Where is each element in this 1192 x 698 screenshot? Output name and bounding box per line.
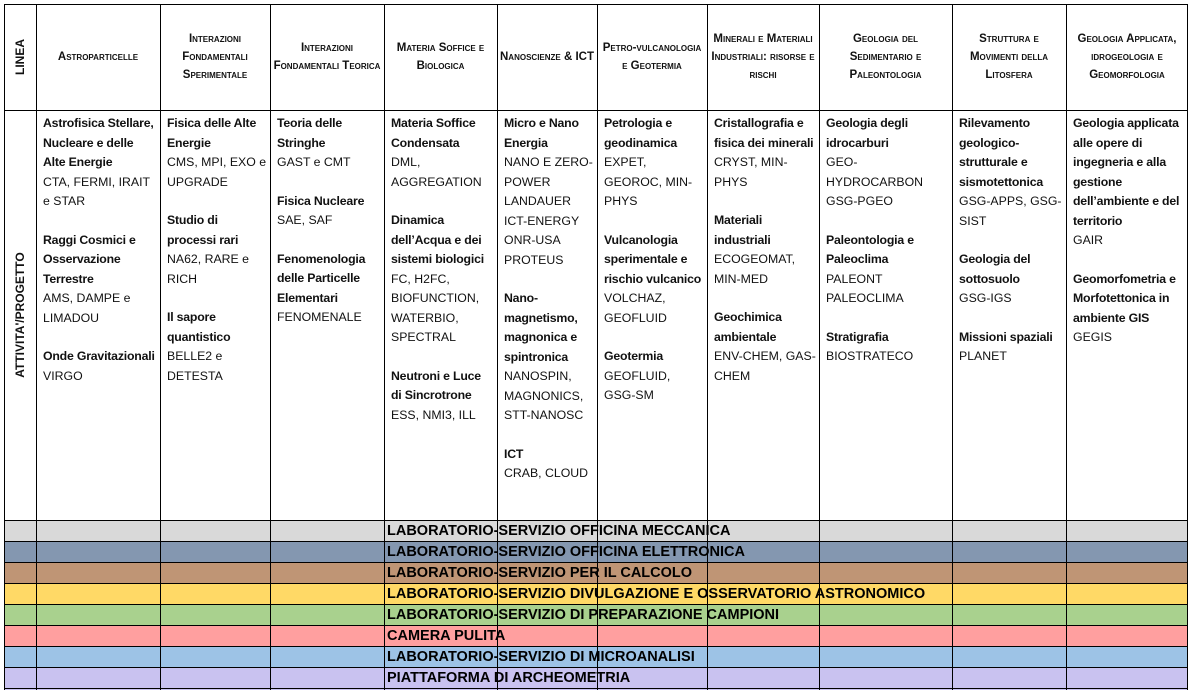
group-title: Paleontologia e Paleoclima <box>826 232 914 266</box>
group-title: Cristallografia e fisica dei minerali <box>714 116 814 150</box>
column-cell-interazioni-fondamentali-teorica <box>277 114 381 347</box>
column-cell-petro-vulcanologia-e-geotermia <box>604 114 704 425</box>
column-header-struttura-e-movimenti-della-litosfera: Struttura e Movimenti della Litosfera <box>969 33 1049 81</box>
project-list: GEOFLUID, GSG-SM <box>604 368 671 402</box>
research-group <box>391 211 494 348</box>
group-title: Teoria delle Stringhe <box>277 116 343 150</box>
column-header-minerali-e-materiali-industriali-risorse-e-rischi: Minerali e Materiali Industriali: risorse e rischi <box>711 33 815 81</box>
research-group <box>277 250 381 328</box>
column-header-interazioni-fondamentali-teorica: Interazioni Fondamentali Teorica <box>273 42 381 72</box>
group-title: Il sapore quantistico <box>167 310 231 344</box>
column-cell-materia-soffice-e-biologica <box>391 114 494 444</box>
research-group <box>826 114 949 212</box>
research-group <box>43 347 157 386</box>
research-group <box>277 114 381 173</box>
research-group <box>43 231 157 329</box>
column-cell-geologia-del-sedimentario-e-paleontologia <box>826 114 949 386</box>
project-list: ESS, NMI3, ILL <box>391 407 476 422</box>
research-group <box>167 308 267 386</box>
lab-label: LABORATORIO-SERVIZIO DIVULGAZIONE E OSSERVATORIO ASTRONOMICO <box>387 586 926 602</box>
lab-label: LABORATORIO-SERVIZIO PER IL CALCOLO <box>387 565 693 581</box>
research-group <box>167 211 267 289</box>
row-divider <box>4 604 1188 605</box>
group-title: Geochimica ambientale <box>714 310 782 344</box>
project-list: DML, AGGREGATION <box>391 155 482 189</box>
column-divider <box>952 4 953 690</box>
column-divider <box>497 4 498 690</box>
project-list: GSG-APPS, GSG-SIST <box>959 194 1062 228</box>
column-header-astroparticelle: Astroparticelle <box>57 51 139 63</box>
research-group <box>959 250 1063 309</box>
row-divider <box>4 583 1188 584</box>
group-title: Neutroni e Luce di Sincrotrone <box>391 368 481 402</box>
research-group <box>959 328 1063 367</box>
project-list: CRAB, CLOUD <box>504 466 589 480</box>
project-list: NA62, RARE e RICH <box>167 252 250 286</box>
row-divider <box>4 110 1188 111</box>
column-divider <box>36 4 37 690</box>
project-list: GAIR <box>1073 233 1104 247</box>
project-list: SAE, SAF <box>277 213 333 227</box>
research-group <box>391 367 494 426</box>
column-header-interazioni-fondamentali-sperimentale: Interazioni Fondamentali Sperimentale <box>182 33 248 81</box>
project-list: BIOSTRATECO <box>826 349 914 363</box>
lab-label: LABORATORIO-SERVIZIO OFFICINA MECCANICA <box>387 523 731 539</box>
group-title: Nano-magnetismo, magnonica e spintronica <box>504 291 578 364</box>
group-title: Missioni spaziali <box>959 329 1053 344</box>
row-divider <box>4 520 1188 521</box>
lab-label: LABORATORIO-SERVIZIO DI MICROANALISI <box>387 649 695 665</box>
group-title: Micro e Nano Energia <box>504 116 579 150</box>
group-title: Studio di processi rari <box>167 213 239 247</box>
group-title: Geomorfometria e Morfotettonica in ambiente GIS <box>1073 271 1176 325</box>
project-list: GAST e CMT <box>277 155 351 169</box>
project-list: VOLCHAZ, GEOFLUID <box>604 291 667 325</box>
column-divider <box>160 4 161 690</box>
research-group <box>604 231 704 329</box>
row-divider <box>4 541 1188 542</box>
group-title: Rilevamento geologico-strutturale e sismotettonica <box>959 116 1043 189</box>
research-group <box>604 347 704 406</box>
group-title: Vulcanologia sperimentale e rischio vulcanico <box>604 232 702 286</box>
group-title: Onde Gravitazionali <box>43 349 155 363</box>
column-divider <box>1066 4 1067 690</box>
column-header-materia-soffice-e-biologica: Materia Soffice e Biologica <box>396 42 485 72</box>
research-group <box>826 231 949 309</box>
research-group <box>504 114 594 270</box>
column-divider <box>270 4 271 690</box>
group-title: Materiali industriali <box>714 213 771 247</box>
project-list: PALEONT PALEOCLIMA <box>826 271 904 305</box>
project-list: VIRGO <box>43 368 83 383</box>
row-divider <box>4 4 1188 5</box>
research-group <box>714 114 816 192</box>
lab-row-laboratorio-servizio-officina-meccanica <box>4 520 1188 541</box>
project-list: AMS, DAMPE e LIMADOU <box>43 291 131 325</box>
group-title: Fisica Nucleare <box>277 193 365 208</box>
column-cell-geologia-applicata-idrogeologia-e-geomorfologia <box>1073 114 1185 367</box>
column-header-geologia-del-sedimentario-e-paleontologia: Geologia del Sedimentario e Paleontologia <box>849 33 922 81</box>
row-divider <box>4 625 1188 626</box>
research-group <box>43 114 157 212</box>
project-list: ECOGEOMAT, MIN-MED <box>714 252 796 286</box>
group-title: Materia Soffice Condensata <box>391 116 476 150</box>
group-title: Astrofisica Stellare, Nucleare e delle Alte Energie <box>43 116 154 169</box>
linea-header <box>4 4 36 110</box>
column-header-nanoscienze-ict: Nanoscienze & ICT <box>500 51 594 63</box>
column-cell-struttura-e-movimenti-della-litosfera <box>959 114 1063 386</box>
column-divider <box>1187 4 1188 690</box>
research-group <box>277 192 381 231</box>
research-group <box>167 114 267 192</box>
project-list: GEGIS <box>1073 330 1112 344</box>
row-divider <box>4 667 1188 668</box>
group-title: Petrologia e geodinamica <box>604 116 677 150</box>
research-group <box>504 445 594 484</box>
research-group <box>714 211 816 289</box>
column-divider <box>4 4 5 690</box>
group-title: Fisica delle Alte Energie <box>167 116 257 150</box>
research-group <box>504 289 594 426</box>
attivita-header <box>4 110 36 520</box>
column-divider <box>597 4 598 690</box>
project-list: FENOMENALE <box>277 310 362 324</box>
linea-label: LINEA <box>13 39 27 75</box>
column-header-petro-vulcanologia-e-geotermia: Petro-vulcanologia e Geotermia <box>602 42 702 72</box>
lab-row-laboratorio-servizio-di-preparazione-campioni <box>4 604 1188 625</box>
project-list: BELLE2 e DETESTA <box>167 349 223 383</box>
activities-table <box>4 4 1188 690</box>
project-list: NANO E ZERO-POWER LANDAUER ICT-ENERGY ONR-USA PROTEUS <box>504 155 593 267</box>
research-group <box>826 328 949 367</box>
lab-label: LABORATORIO-SERVIZIO DI PREPARAZIONE CAMPIONI <box>387 607 780 623</box>
project-list: GEO-HYDROCARBON GSG-PGEO <box>826 155 924 208</box>
project-list: EXPET, GEOROC, MIN-PHYS <box>604 155 693 208</box>
column-cell-minerali-e-materiali-industriali-risorse-e-rischi <box>714 114 816 405</box>
project-list: CTA, FERMI, IRAIT e STAR <box>43 174 150 208</box>
project-list: ENV-CHEM, GAS-CHEM <box>714 349 816 383</box>
group-title: Geologia degli idrocarburi <box>826 116 908 150</box>
lab-row-laboratorio-servizio-officina-elettronica <box>4 541 1188 562</box>
project-list: PLANET <box>959 349 1007 363</box>
project-list: FC, H2FC, BIOFUNCTION, WATERBIO, SPECTRAL <box>391 271 480 344</box>
lab-row-laboratorio-servizio-per-il-calcolo <box>4 562 1188 583</box>
group-title: Geologia del sottosuolo <box>959 252 1031 286</box>
column-cell-interazioni-fondamentali-sperimentale <box>167 114 267 405</box>
group-title: Geologia applicata alle opere di ingegneria e alla gestione dell’ambiente e del territorio <box>1073 116 1180 228</box>
column-cell-nanoscienze-ict <box>504 114 594 503</box>
column-header-geologia-applicata-idrogeologia-e-geomorfologia: Geologia Applicata, idrogeologia e Geomorfologia <box>1077 33 1177 81</box>
column-divider <box>384 4 385 690</box>
attivita-label: ATTIVITA'/PROGETTO <box>13 252 27 378</box>
research-group <box>959 114 1063 231</box>
research-group <box>604 114 704 212</box>
lab-row-laboratorio-servizio-divulgazione-e-osservatorio-astronomico <box>4 583 1188 604</box>
lab-label: LABORATORIO-SERVIZIO OFFICINA ELETTRONICA <box>387 544 745 560</box>
research-group <box>1073 270 1185 348</box>
project-list: CMS, MPI, EXO e UPGRADE <box>167 155 267 189</box>
column-divider <box>819 4 820 690</box>
row-divider <box>4 688 1188 689</box>
group-title: Geotermia <box>604 349 664 363</box>
group-title: ICT <box>504 446 524 461</box>
lab-label: CAMERA PULITA <box>387 628 506 644</box>
column-divider <box>707 4 708 690</box>
lab-row-piattaforma-di-archeometria <box>4 667 1188 690</box>
row-divider <box>4 562 1188 563</box>
project-list: NANOSPIN, MAGNONICS, STT-NANOSC <box>504 369 584 422</box>
group-title: Fenomenologia delle Particelle Elementari <box>277 251 366 305</box>
research-group <box>714 308 816 386</box>
research-group <box>391 114 494 192</box>
group-title: Stratigrafia <box>826 329 889 344</box>
group-title: Raggi Cosmici e Osservazione Terrestre <box>43 232 136 286</box>
lab-row-laboratorio-servizio-di-microanalisi <box>4 646 1188 667</box>
row-divider <box>4 646 1188 647</box>
project-list: CRYST, MIN-PHYS <box>714 155 788 189</box>
lab-label: PIATTAFORMA DI ARCHEOMETRIA <box>387 670 631 686</box>
group-title: Dinamica dell’Acqua e dei sistemi biologici <box>391 213 484 266</box>
lab-row-camera-pulita <box>4 625 1188 646</box>
column-cell-astroparticelle <box>43 114 157 405</box>
research-group <box>1073 114 1185 251</box>
project-list: GSG-IGS <box>959 291 1012 305</box>
